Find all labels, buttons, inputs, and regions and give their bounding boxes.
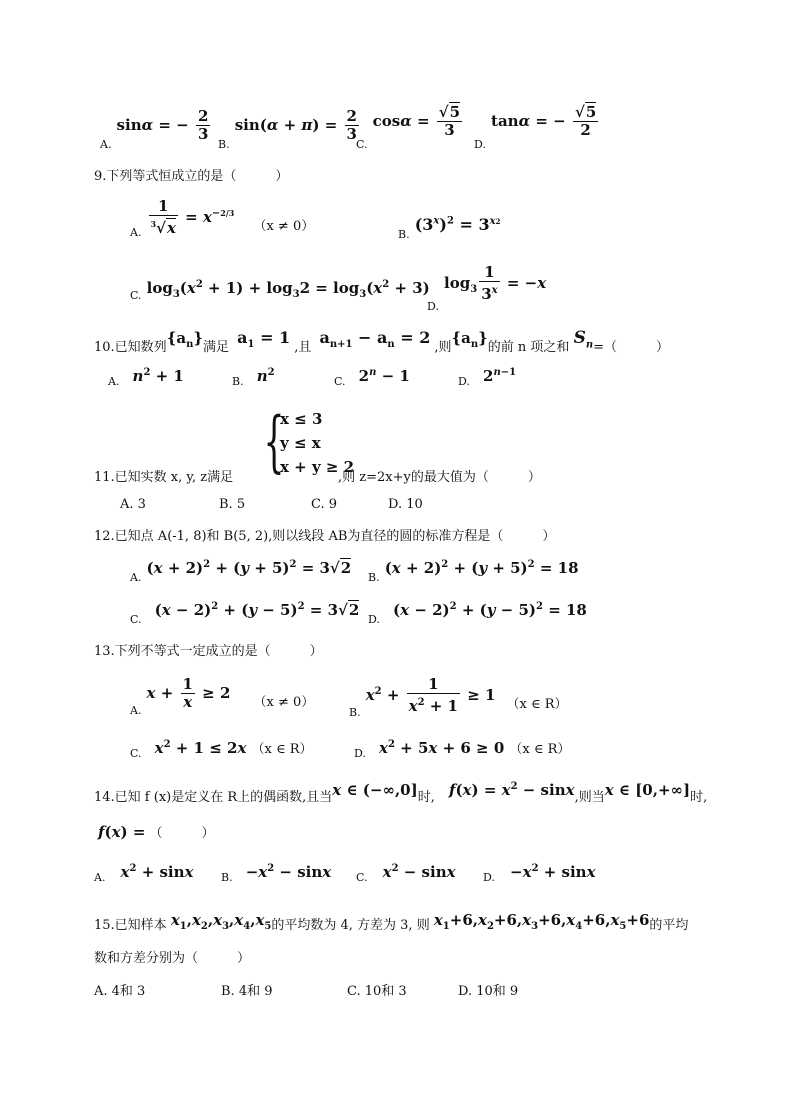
q8-b-formula: sin(α + π) = $\frac{2}{3}$ xyxy=(234,107,357,143)
q10-option-d xyxy=(458,366,517,388)
q10-option-c xyxy=(334,366,410,388)
q8-option-a xyxy=(100,107,212,151)
q14-c-label: C. xyxy=(356,871,368,884)
q15-option-c: C. 10和 3 xyxy=(347,984,407,999)
q12-a-label: A. xyxy=(130,571,142,584)
q8-c-label: C. xyxy=(356,137,368,151)
q11-constraint-3: x + y ≥ 2 xyxy=(280,458,355,476)
q14-d-label: D. xyxy=(483,871,495,884)
q8-option-d xyxy=(474,103,600,151)
q13-option-b xyxy=(349,675,568,719)
q9-option-b xyxy=(398,215,501,241)
q13-c-formula: $x^2 + 1 \le 2x$ xyxy=(154,739,247,757)
q13-option-a xyxy=(130,675,315,717)
q9-option-c xyxy=(130,278,430,300)
q13-a-condition: （x ≠ 0） xyxy=(253,694,315,710)
q11-option-d: D. 10 xyxy=(388,497,423,512)
q14-stem-line2: f(x) = （ ） xyxy=(98,823,215,841)
q13-d-condition: （x ∈ R） xyxy=(509,742,571,757)
q13-a-label: A. xyxy=(130,703,142,717)
q8-b-label: B. xyxy=(218,137,230,151)
q11-option-a: A. 3 xyxy=(120,497,146,512)
q10-option-a xyxy=(108,366,184,388)
q9-c-formula: $\log_3(x^2 + 1) + \log_32 = \log_3(x^2 + 3)$ xyxy=(146,279,430,300)
q12-a-formula: $(x + 2)^2 + (y + 5)^2 = 3√2$ xyxy=(146,559,352,577)
q14-d-formula: $-x^2 + \sin x$ xyxy=(510,863,596,881)
q11-stem: 11.已知实数 x, y, z满足 xyxy=(94,470,234,485)
q14-stem: 14.已知 f (x)是定义在 R上的偶函数,且当x ∈ (−∞,0]时, $f(x) = x^2 - \sin x$,则当x ∈ [0,+∞]时, xyxy=(94,781,708,805)
q8-option-c xyxy=(356,103,464,151)
q15-option-b: B. 4和 9 xyxy=(221,984,273,999)
q13-c-condition: （x ∈ R） xyxy=(251,742,313,757)
q9-d-formula: $\log_3$ $\frac{1}{3^x}$ = −x xyxy=(444,263,547,303)
q8-c-formula: cosα = $\frac{√5}{3}$ xyxy=(372,103,461,139)
q10-b-label: B. xyxy=(232,375,244,388)
q10-b-formula: $n^2$ xyxy=(256,367,275,385)
q15-stem-line2: 数和方差分别为（ ） xyxy=(94,951,251,966)
q12-c-formula: $(x - 2)^2 + (y - 5)^2 = 3√2$ xyxy=(154,601,360,619)
q9-stem: 9.下列等式恒成立的是（ ） xyxy=(94,169,289,184)
q9-a-condition: （x ≠ 0） xyxy=(253,218,315,234)
q9-a-formula: $\frac{1}{^3√x}$ = $x^{-2/3}$ xyxy=(150,197,235,237)
q10-a-label: A. xyxy=(108,375,120,388)
q11-system-brace: { xyxy=(263,403,285,480)
q13-option-d xyxy=(354,738,571,760)
q10-d-label: D. xyxy=(458,375,470,388)
q9-a-label: A. xyxy=(130,225,142,239)
q8-a-label: A. xyxy=(100,137,112,151)
q10-d-formula: $2^{n-1}$ xyxy=(483,367,517,385)
q13-b-label: B. xyxy=(349,705,361,719)
q10-option-b xyxy=(232,366,275,388)
q11-stem-tail: ,则 z=2x+y的最大值为（ ） xyxy=(338,470,541,485)
q14-a-label: A. xyxy=(94,871,106,884)
q10-a-formula: $n^2 + 1$ xyxy=(132,367,184,385)
q12-c-label: C. xyxy=(130,613,142,626)
q14-b-label: B. xyxy=(221,871,233,884)
q12-b-formula: $(x + 2)^2 + (y + 5)^2 = 18$ xyxy=(384,559,579,577)
q14-option-d xyxy=(483,862,596,884)
q11-constraint-2: y ≤ x xyxy=(280,434,321,452)
q8-option-b xyxy=(218,107,361,151)
q8-d-formula: tanα = − $\frac{√5}{2}$ xyxy=(491,103,597,139)
q12-stem: 12.已知点 A(-1, 8)和 B(5, 2),则以线段 AB为直径的圆的标准方程是（ ） xyxy=(94,529,556,544)
q11-option-c: C. 9 xyxy=(311,497,338,512)
q12-option-a xyxy=(130,558,352,584)
q15-stem: 15.已知样本 $x_1,x_2,x_3,x_4,x_5$的平均数为 4, 方差为 3, 则 $x_1+6,x_2+6,x_3+6,x_4+6,x_5+6$的平均 xyxy=(94,911,689,933)
q13-b-condition: （x ∈ R） xyxy=(506,696,568,712)
q13-d-formula: $x^2 + 5x + 6 \ge 0$ xyxy=(379,739,505,757)
q13-c-label: C. xyxy=(130,747,142,760)
q15-option-d: D. 10和 9 xyxy=(458,984,519,999)
q13-d-label: D. xyxy=(354,747,366,760)
q9-b-formula: $(3^x)^2 = 3^{x2}$ xyxy=(414,215,501,234)
q10-stem: 10.已知数列$\{a_n\}$满足 $a_1 = 1$,且 $a_{n+1} - a_n = 2$,则$\{a_n\}$的前 n 项之和 $S_n=$（ ） xyxy=(94,328,670,355)
q14-option-b xyxy=(221,862,332,884)
q10-c-formula: $2^n - 1$ xyxy=(358,367,410,385)
q12-b-label: B. xyxy=(368,571,380,584)
q12-d-formula: $(x - 2)^2 + (y - 5)^2 = 18$ xyxy=(393,601,587,619)
q11-option-b: B. 5 xyxy=(219,497,246,512)
q8-a-formula: sinα = − $\frac{2}{3}$ xyxy=(116,107,209,143)
q9-option-d xyxy=(427,263,547,313)
q14-a-formula: $x^2 + \sin x$ xyxy=(120,863,194,881)
q13-stem: 13.下列不等式一定成立的是（ ） xyxy=(94,644,323,659)
q12-option-d xyxy=(368,600,587,626)
q14-option-a xyxy=(94,862,194,884)
q9-d-label: D. xyxy=(427,299,439,313)
q13-b-formula: $x^2$ + $\frac{1}{x^2 + 1}$ ≥ 1 xyxy=(365,675,496,715)
q12-option-c xyxy=(130,600,360,626)
q10-c-label: C. xyxy=(334,375,346,388)
q9-b-label: B. xyxy=(398,228,410,241)
q8-d-label: D. xyxy=(474,137,486,151)
q9-c-label: C. xyxy=(130,289,142,302)
q13-a-formula: x + $\frac{1}{x}$ ≥ 2 xyxy=(146,675,231,711)
q13-option-c xyxy=(130,738,313,760)
q12-d-label: D. xyxy=(368,613,380,626)
q14-b-formula: $-x^2 - \sin x$ xyxy=(245,863,332,881)
q14-option-c xyxy=(356,862,456,884)
q15-option-a: A. 4和 3 xyxy=(94,984,146,999)
q9-option-a xyxy=(130,198,314,237)
q12-option-b xyxy=(368,558,579,584)
q14-c-formula: $x^2 - \sin x$ xyxy=(382,863,456,881)
q11-constraint-1: x ≤ 3 xyxy=(280,410,323,428)
